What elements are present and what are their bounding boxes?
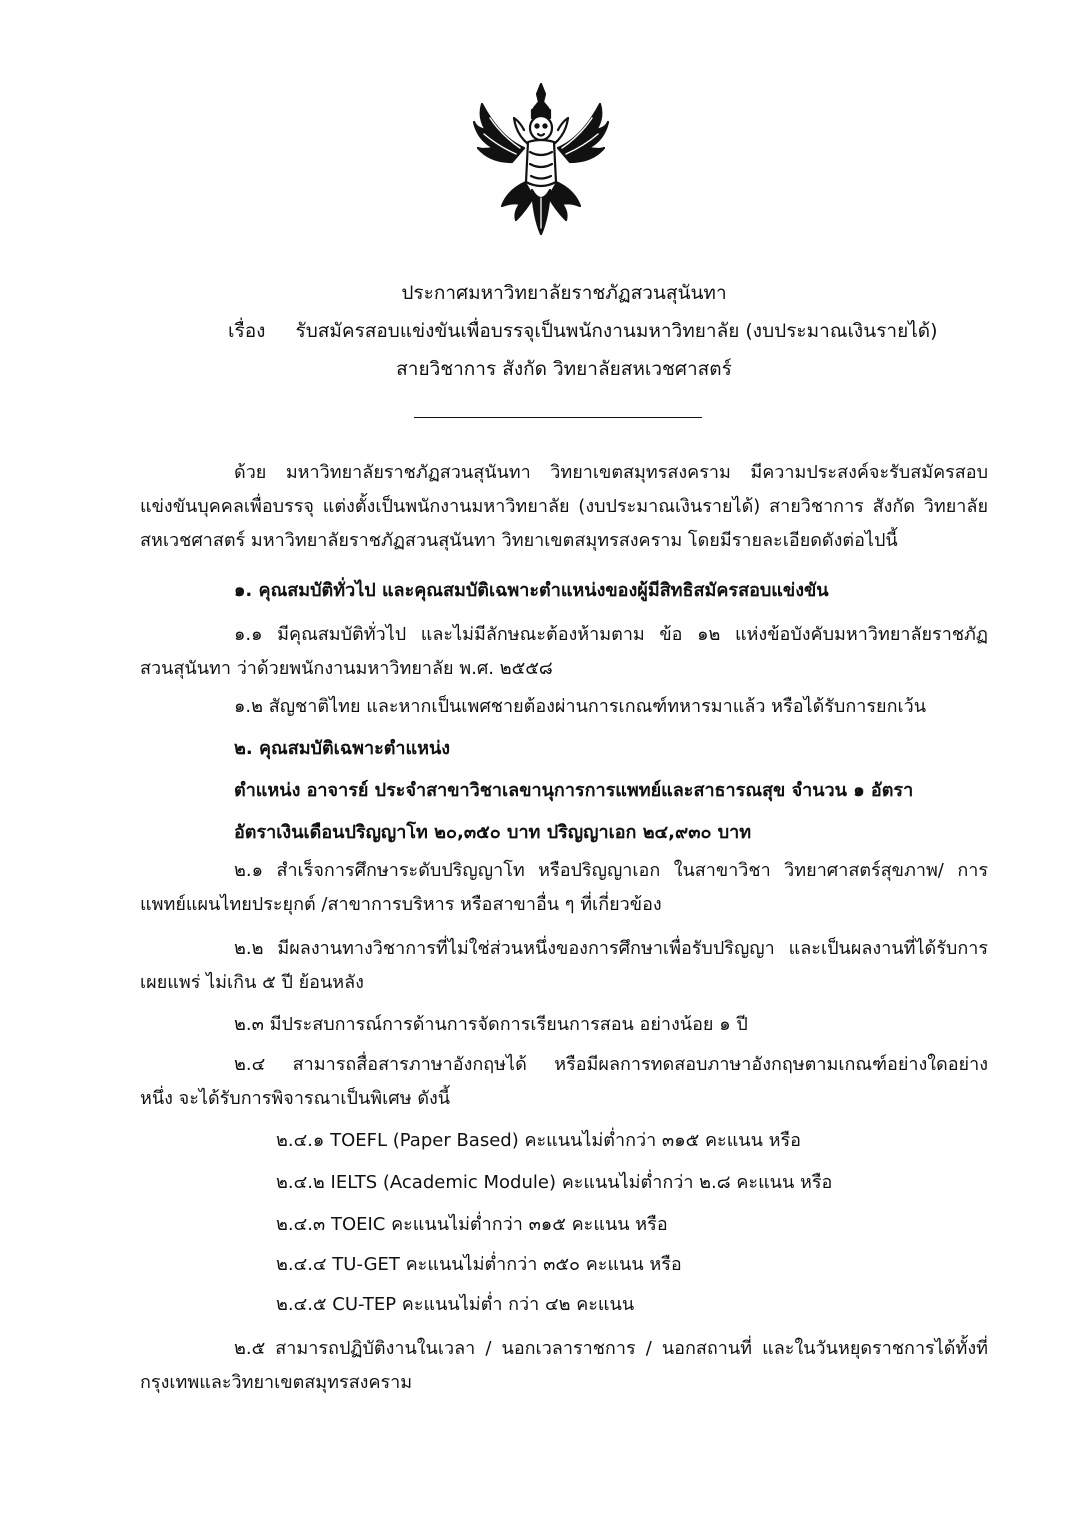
- sub-item-ielts: ๒.๔.๒ IELTS (Academic Module) คะแนนไม่ต่ำกว่า ๒.๘ คะแนน หรือ: [276, 1172, 833, 1193]
- item-2-2-line-2: เผยแพร่ ไม่เกิน ๕ ปี ย้อนหลัง: [140, 972, 364, 993]
- header-divider: [414, 417, 702, 418]
- subject-label: เรื่อง: [228, 320, 266, 342]
- sub-item-toefl: ๒.๔.๑ TOEFL (Paper Based) คะแนนไม่ต่ำกว่า ๓๑๕ คะแนน หรือ: [276, 1130, 801, 1151]
- announcement-subject: [228, 316, 988, 346]
- sub-item-cu-tep: ๒.๔.๕ CU-TEP คะแนนไม่ต่ำ กว่า ๔๒ คะแนน: [276, 1294, 635, 1315]
- item-1-2: ๑.๒ สัญชาติไทย และหากเป็นเพศชายต้องผ่านการเกณฑ์ทหารมาแล้ว หรือได้รับการยกเว้น: [234, 696, 927, 717]
- item-2-1-line-2: แพทย์แผนไทยประยุกต์ /สาขาการบริหาร หรือสาขาอื่น ๆ ที่เกี่ยวข้อง: [140, 894, 662, 915]
- item-2-3: ๒.๓ มีประสบการณ์การด้านการจัดการเรียนการสอน อย่างน้อย ๑ ปี: [234, 1014, 748, 1035]
- garuda-emblem: [468, 78, 614, 240]
- intro-line-3: สหเวชศาสตร์ มหาวิทยาลัยราชภัฏสวนสุนันทา วิทยาเขตสมุทรสงคราม โดยมีรายละเอียดดังต่อไปนี้: [140, 530, 898, 551]
- intro-line-1: ด้วย มหาวิทยาลัยราชภัฏสวนสุนันทา วิทยาเขตสมุทรสงคราม มีความประสงค์จะรับสมัครสอบ: [234, 462, 988, 483]
- announcement-department: สายวิชาการ สังกัด วิทยาลัยสหเวชศาสตร์: [396, 358, 732, 380]
- section-1-heading: ๑. คุณสมบัติทั่วไป และคุณสมบัติเฉพาะตำแหน่งของผู้มีสิทธิสมัครสอบแข่งขัน: [234, 580, 829, 601]
- item-2-2-line-1: ๒.๒ มีผลงานทางวิชาการที่ไม่ใช่ส่วนหนึ่งของการศึกษาเพื่อรับปริญญา และเป็นผลงานที่ได้รับการ: [234, 938, 988, 959]
- item-2-4-line-1: ๒.๔ สามารถสื่อสารภาษาอังกฤษได้ หรือมีผลการทดสอบภาษาอังกฤษตามเกณฑ์อย่างใดอย่าง: [234, 1054, 988, 1075]
- announcement-title: ประกาศมหาวิทยาลัยราชภัฏสวนสุนันทา: [401, 282, 727, 304]
- item-1-1-line-2: สวนสุนันทา ว่าด้วยพนักงานมหาวิทยาลัย พ.ศ. ๒๕๕๘: [140, 658, 553, 679]
- item-2-5-line-1: ๒.๕ สามารถปฏิบัติงานในเวลา / นอกเวลาราชการ / นอกสถานที่ และในวันหยุดราชการได้ทั้งที่: [234, 1338, 988, 1359]
- salary-rate: อัตราเงินเดือนปริญญาโท ๒๐,๓๕๐ บาท ปริญญาเอก ๒๔,๙๓๐ บาท: [234, 822, 752, 843]
- sub-item-tu-get: ๒.๔.๔ TU-GET คะแนนไม่ต่ำกว่า ๓๕๐ คะแนน หรือ: [276, 1254, 682, 1275]
- item-2-1-line-1: ๒.๑ สำเร็จการศึกษาระดับปริญญาโท หรือปริญญาเอก ในสาขาวิชา วิทยาศาสตร์สุขภาพ/ การ: [234, 860, 988, 881]
- position-title: ตำแหน่ง อาจารย์ ประจำสาขาวิชาเลขานุการการแพทย์และสาธารณสุข จำนวน ๑ อัตรา: [234, 780, 914, 801]
- intro-line-2: แข่งขันบุคคลเพื่อบรรจุ แต่งตั้งเป็นพนักงานมหาวิทยาลัย (งบประมาณเงินรายได้) สายวิชาการ สังกัด วิทยาลัย: [140, 496, 988, 517]
- item-2-5-line-2: กรุงเทพและวิทยาเขตสมุทรสงคราม: [140, 1372, 413, 1393]
- section-2-heading: ๒. คุณสมบัติเฉพาะตำแหน่ง: [234, 738, 451, 759]
- subject-text: รับสมัครสอบแข่งขันเพื่อบรรจุเป็นพนักงานมหาวิทยาลัย (งบประมาณเงินรายได้): [295, 320, 938, 342]
- item-1-1-line-1: ๑.๑ มีคุณสมบัติทั่วไป และไม่มีลักษณะต้องห้ามตาม ข้อ ๑๒ แห่งข้อบังคับมหาวิทยาลัยราชภัฏ: [234, 624, 988, 645]
- item-2-4-line-2: หนึ่ง จะได้รับการพิจารณาเป็นพิเศษ ดังนี้: [140, 1088, 451, 1109]
- sub-item-toeic: ๒.๔.๓ TOEIC คะแนนไม่ต่ำกว่า ๓๑๕ คะแนน หรือ: [276, 1214, 668, 1235]
